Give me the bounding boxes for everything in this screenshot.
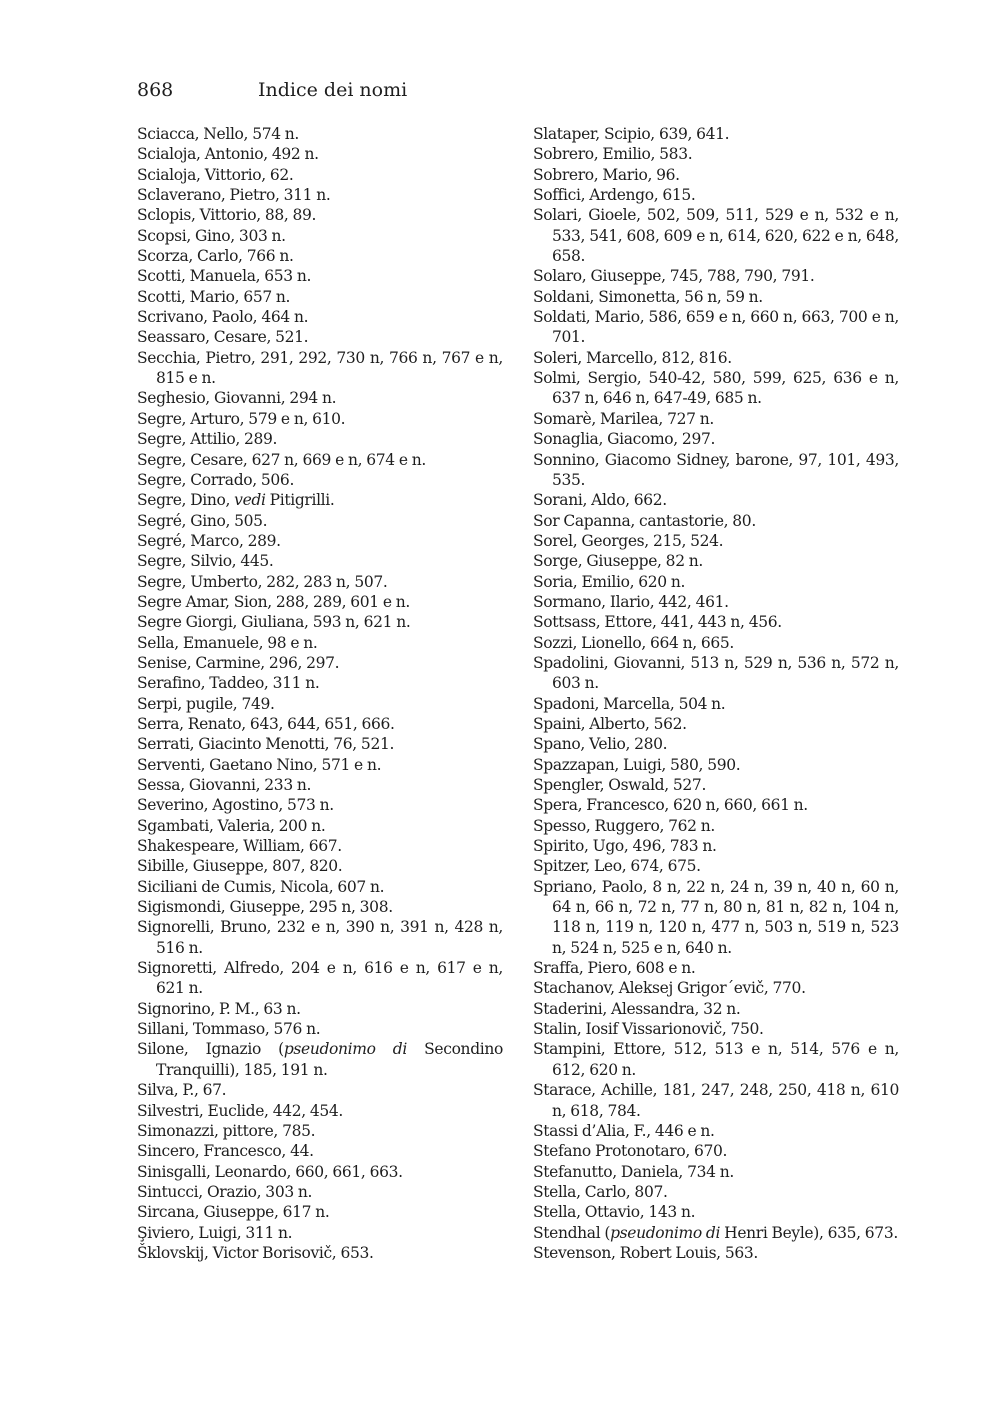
index-entry: Serventi, Gaetano Nino, 571 e n. (137, 755, 382, 774)
index-entry: Secchia, Pietro, 291, 292, 730 n, 766 n, 767 e n, 815 e n. (137, 348, 503, 388)
index-entry: Signoretti, Alfredo, 204 e n, 616 e n, 617 e n, 621 n. (137, 959, 503, 998)
index-entry: Segre, Corrado, 506. (137, 470, 295, 489)
index-entry: Sorani, Aldo, 662. (533, 491, 667, 510)
index-entry: Stachanov, Aleksej Grigor´evič, 770. (533, 979, 806, 998)
index-entry: Segré, Gino, 505. (137, 511, 268, 530)
index-entry: Scopsi, Gino, 303 n. (137, 226, 286, 245)
index-entry: Spriano, Paolo, 8 n, 22 n, 24 n, 39 n, 40 n, 60 n, 64 n, 66 n, 72 n, 77 n, 80 n, 81 n, 82 n, 104 n, 118 n, 119 n, 120 n, 477 n, 503 n, 519 n, 523 n, 524 n, 525 e n, 640 n. (533, 877, 899, 957)
index-entry: Silva, P., 67. (137, 1081, 227, 1100)
index-column-left (137, 124, 503, 1263)
index-entry: Simonazzi, pittore, 785. (137, 1121, 316, 1140)
index-entry: Sincero, Francesco, 44. (137, 1142, 314, 1161)
index-entry: Soleri, Marcello, 812, 816. (533, 348, 732, 367)
index-entry: Solaro, Giuseppe, 745, 788, 790, 791. (533, 267, 815, 286)
index-entry: Sobrero, Mario, 96. (533, 165, 680, 184)
index-entry: Scotti, Manuela, 653 n. (137, 267, 312, 286)
index-entry: Şiviero, Luigi, 311 n. (137, 1223, 293, 1242)
index-entry: Stevenson, Robert Louis, 563. (533, 1243, 758, 1262)
index-entry: Sormano, Ilario, 442, 461. (533, 592, 729, 611)
index-entry: Stefanutto, Daniela, 734 n. (533, 1162, 734, 1181)
index-entry: Scialoja, Vittorio, 62. (137, 165, 294, 184)
page-number: 868 (137, 79, 174, 101)
index-entry: Sinisgalli, Leonardo, 660, 661, 663. (137, 1162, 403, 1181)
index-entry: Slataper, Scipio, 639, 641. (533, 125, 730, 143)
index-entry: Spadoni, Marcella, 504 n. (533, 694, 726, 713)
running-title: Indice dei nomi (258, 79, 408, 101)
index-entry: Sintucci, Orazio, 303 n. (137, 1182, 313, 1201)
index-entry: Shakespeare, William, 667. (137, 837, 342, 856)
index-entry: Stella, Ottavio, 143 n. (533, 1203, 696, 1222)
index-entry: Sobrero, Emilio, 583. (533, 145, 693, 164)
index-entry: Soldati, Mario, 586, 659 e n, 660 n, 663, 700 e n, 701. (533, 308, 899, 347)
index-entry: Somarè, Marilea, 727 n. (533, 409, 714, 428)
index-entry: Sottsass, Ettore, 441, 443 n, 456. (533, 613, 782, 632)
index-entry: Scialoja, Antonio, 492 n. (137, 145, 319, 164)
index-entry: Sibille, Giuseppe, 807, 820. (137, 857, 343, 876)
index-entry: Sigismondi, Giuseppe, 295 n, 308. (137, 898, 393, 917)
index-entry: Senise, Carmine, 296, 297. (137, 653, 340, 672)
index-entry: Sgambati, Valeria, 200 n. (137, 816, 326, 835)
index-entry: Scorza, Carlo, 766 n. (137, 247, 294, 266)
index-entry: Silvestri, Euclide, 442, 454. (137, 1101, 344, 1120)
index-entry: Stefano Protonotaro, 670. (533, 1142, 728, 1161)
index-entry: Segre Giorgi, Giuliana, 593 n, 621 n. (137, 613, 411, 632)
index-entry: Starace, Achille, 181, 247, 248, 250, 418 n, 610 n, 618, 784. (533, 1081, 899, 1120)
index-entry: Sciacca, Nello, 574 n. (137, 125, 300, 143)
index-entry: Serafino, Taddeo, 311 n. (137, 674, 320, 693)
index-entry: Sozzi, Lionello, 664 n, 665. (533, 633, 734, 652)
index-entry: Sorel, Georges, 215, 524. (533, 531, 724, 550)
index-entry: Serpi, pugile, 749. (137, 694, 275, 713)
index-entry: Silone, Ignazio (pseudonimo di Secondino Tranquilli), 185, 191 n. (137, 1040, 503, 1079)
index-entry: Šklovskij, Victor Borisovič, 653. (137, 1243, 374, 1262)
index-entry: Segre, Dino, vedi Pitigrilli. (137, 491, 335, 510)
index-entry: Sorge, Giuseppe, 82 n. (533, 552, 703, 571)
index-entry: Sor Capanna, cantastorie, 80. (533, 511, 756, 530)
index-entry: Segre, Attilio, 289. (137, 430, 278, 449)
index-entry: Spesso, Ruggero, 762 n. (533, 816, 715, 835)
index-entry: Segre, Arturo, 579 e n, 610. (137, 409, 346, 428)
index-entry: Sclopis, Vittorio, 88, 89. (137, 206, 317, 225)
index-entry: Segre Amar, Sion, 288, 289, 601 e n. (137, 592, 410, 611)
index-entry: Spaini, Alberto, 562. (533, 714, 687, 733)
index-entry: Soffici, Ardengo, 615. (533, 186, 696, 205)
index-entry: Sessa, Giovanni, 233 n. (137, 776, 312, 794)
index-entry: Spitzer, Leo, 674, 675. (533, 857, 701, 876)
index-entry: Sonaglia, Giacomo, 297. (533, 430, 716, 449)
index-entry: Segre, Umberto, 282, 283 n, 507. (137, 572, 388, 591)
index-entry: Stampini, Ettore, 512, 513 e n, 514, 576 e n, 612, 620 n. (533, 1040, 899, 1079)
index-entry: Sclaverano, Pietro, 311 n. (137, 186, 331, 205)
index-entry: Siciliani de Cumis, Nicola, 607 n. (137, 877, 385, 896)
index-entry: Solmi, Sergio, 540-42, 580, 599, 625, 636 e n, 637 n, 646 n, 647-49, 685 n. (533, 369, 899, 408)
index-entry: Stendhal (pseudonimo di Henri Beyle), 635, 673. (533, 1223, 898, 1242)
index-entry: Spadolini, Giovanni, 513 n, 529 n, 536 n, 572 n, 603 n. (533, 653, 899, 693)
index-entry: Staderini, Alessandra, 32 n. (533, 999, 741, 1018)
index-entry: Spera, Francesco, 620 n, 660, 661 n. (533, 796, 808, 815)
index-entry: Segre, Cesare, 627 n, 669 e n, 674 e n. (137, 450, 426, 469)
index-entry: Sella, Emanuele, 98 e n. (137, 633, 318, 652)
index-entry: Spazzapan, Luigi, 580, 590. (533, 755, 741, 774)
index-entry: Soldani, Simonetta, 56 n, 59 n. (533, 287, 763, 306)
index-entry: Sonnino, Giacomo Sidney, barone, 97, 101, 493, 535. (533, 450, 899, 489)
index-entry: Stalin, Iosif Vissarionovič, 750. (533, 1020, 764, 1039)
index-entry: Spano, Velio, 280. (533, 735, 668, 754)
index-entry: Scotti, Mario, 657 n. (137, 287, 291, 306)
index-entry: Spirito, Ugo, 496, 783 n. (533, 837, 717, 856)
index-entry: Sraffa, Piero, 608 e n. (533, 959, 696, 978)
index-entry: Solari, Gioele, 502, 509, 511, 529 e n, 532 e n, 533, 541, 608, 609 e n, 614, 620, 622 e n, 648, 658. (533, 206, 899, 266)
index-entry: Segre, Silvio, 445. (137, 552, 274, 571)
index-entry: Sillani, Tommaso, 576 n. (137, 1020, 321, 1039)
index-entry: Segré, Marco, 289. (137, 531, 281, 550)
index-entry: Seghesio, Giovanni, 294 n. (137, 389, 337, 408)
index-entry: Spengler, Oswald, 527. (533, 776, 707, 794)
index-entry: Signorelli, Bruno, 232 e n, 390 n, 391 n, 428 n, 516 n. (137, 918, 503, 957)
index-entry: Stella, Carlo, 807. (533, 1182, 668, 1201)
index-entry: Signorino, P. M., 63 n. (137, 999, 301, 1018)
index-column-right (533, 124, 899, 1263)
index-entry: Serrati, Giacinto Menotti, 76, 521. (137, 735, 395, 754)
index-entry: Sircana, Giuseppe, 617 n. (137, 1203, 330, 1222)
index-entry: Seassaro, Cesare, 521. (137, 328, 309, 347)
index-entry: Severino, Agostino, 573 n. (137, 796, 334, 815)
index-entry: Soria, Emilio, 620 n. (533, 572, 686, 591)
index-entry: Serra, Renato, 643, 644, 651, 666. (137, 714, 395, 733)
index-entry: Stassi d’Alia, F., 446 e n. (533, 1121, 715, 1140)
index-entry: Scrivano, Paolo, 464 n. (137, 308, 309, 327)
